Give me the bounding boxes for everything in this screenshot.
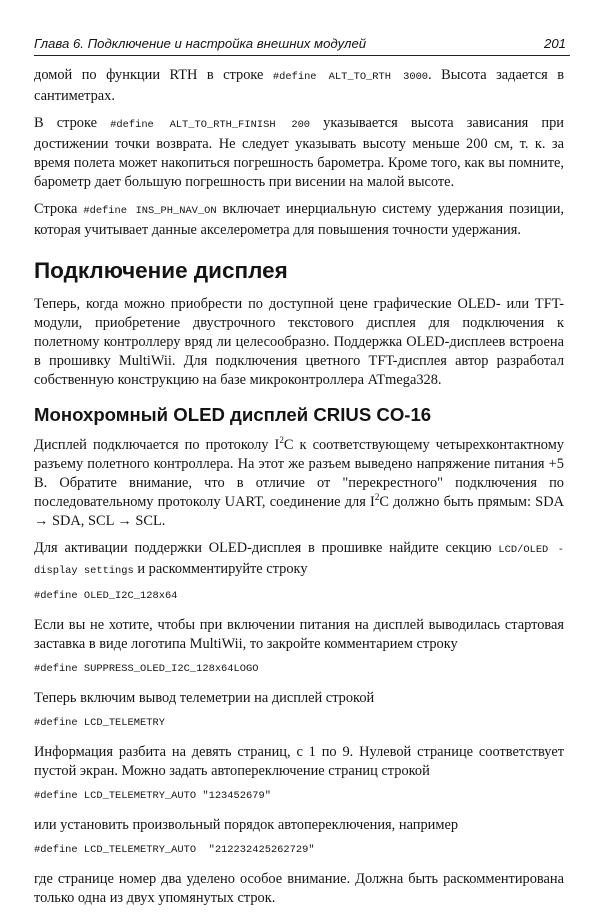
code-line-telemetry-auto: #define LCD_TELEMETRY_AUTO "123452679" — [34, 790, 271, 802]
paragraph-telemetry: Теперь включим вывод телеметрии на дисплей строкой — [34, 690, 375, 706]
text: Строка — [34, 201, 84, 217]
text: . Высота задается в сантиметрах. — [34, 67, 564, 104]
inline-code: #define ALT_TO_RTH_FINISH 200 — [110, 119, 311, 131]
text: и раскомментируйте строку — [133, 561, 308, 577]
paragraph-pages: Информация разбита на девять страниц, с 1 по 9. Нулевой странице соответствует пустой экран. Можно задать автопереключение страниц строкой — [34, 744, 564, 779]
text: C должно быть прямым: SDA → SDA, SCL → SCL. — [34, 494, 564, 529]
inline-code: #define ALT_TO_RTH 3000 — [272, 71, 429, 83]
paragraph-page-two: где странице номер два уделено особое внимание. Должна быть раскомментирована только одна из двух упомянутых строк. — [34, 871, 564, 906]
chapter-title: Глава 6. Подключение и настройка внешних модулей — [34, 36, 367, 51]
paragraph-custom-order: или установить произвольный порядок автопереключения, например — [34, 817, 459, 833]
inline-code: #define INS_PH_NAV_ON — [83, 205, 217, 217]
paragraph-display-intro: Теперь, когда можно приобрести по доступной цене графические OLED- или TFT-модули, приобретение двустрочного текстового дисплея для подключения к полетному контроллеру вряд ли целесообразно. Поддержка OLED-дисплеев встроена в прошивку MultiWii. Для подключения цветного TFT-дисплея автор разработал собственную конструкцию на базе микроконтроллера ATmega328. — [34, 296, 564, 388]
superscript: 2 — [279, 435, 284, 445]
section-heading-display: Подключение дисплея — [34, 258, 288, 283]
paragraph-ins-nav — [34, 200, 564, 240]
text: Для активации поддержки OLED-дисплея в прошивке найдите секцию — [34, 540, 499, 556]
inline-code: LCD/OLED - display settings — [34, 544, 564, 577]
text: C к соответствующему четырехконтактному разъему полетного контроллера. На этот же разъем выведено напряжение питания +5 В. Обратите внимание, что в отличие от "перекрестного" подключения по последовательному протоколу UART, соединение для I — [34, 437, 564, 510]
paragraph-rth-altitude — [34, 66, 564, 106]
page-body — [34, 66, 564, 916]
text: домой по функции RTH в строке — [34, 67, 273, 83]
paragraph-logo: Если вы не хотите, чтобы при включении питания на дисплей выводилась стартовая заставка в виде логотипа MultiWii, то закройте комментарием строку — [34, 617, 564, 652]
paragraph-i2c — [34, 436, 564, 531]
text: включает инерциальную систему удержания позиции, которая учитывает данные акселерометра для повышения точности удержания. — [34, 201, 565, 238]
subsection-heading-oled: Монохромный OLED дисплей CRIUS CO-16 — [34, 404, 432, 425]
text: В строке — [34, 115, 111, 131]
code-line-telemetry-auto-custom: #define LCD_TELEMETRY_AUTO "212232425262729" — [34, 844, 315, 856]
code-line-telemetry: #define LCD_TELEMETRY — [34, 717, 165, 729]
code-line-suppress-logo: #define SUPPRESS_OLED_I2C_128x64LOGO — [34, 663, 259, 675]
text: Дисплей подключается по протоколу I — [34, 437, 280, 453]
page-number: 201 — [543, 36, 566, 51]
text: указывается высота зависания при достижении точки возврата. Не следует указывать высоту меньше 200 см, т. к. за время полета может накопиться погрешность барометра. Кроме того, как вы помните, барометр дает большую погрешность при висении на малой высоте. — [34, 115, 564, 190]
running-header — [34, 33, 570, 56]
paragraph-activate-oled — [34, 539, 564, 581]
paragraph-rth-finish — [34, 114, 564, 192]
code-line-oled: #define OLED_I2C_128x64 — [34, 590, 178, 602]
superscript: 2 — [374, 492, 380, 502]
